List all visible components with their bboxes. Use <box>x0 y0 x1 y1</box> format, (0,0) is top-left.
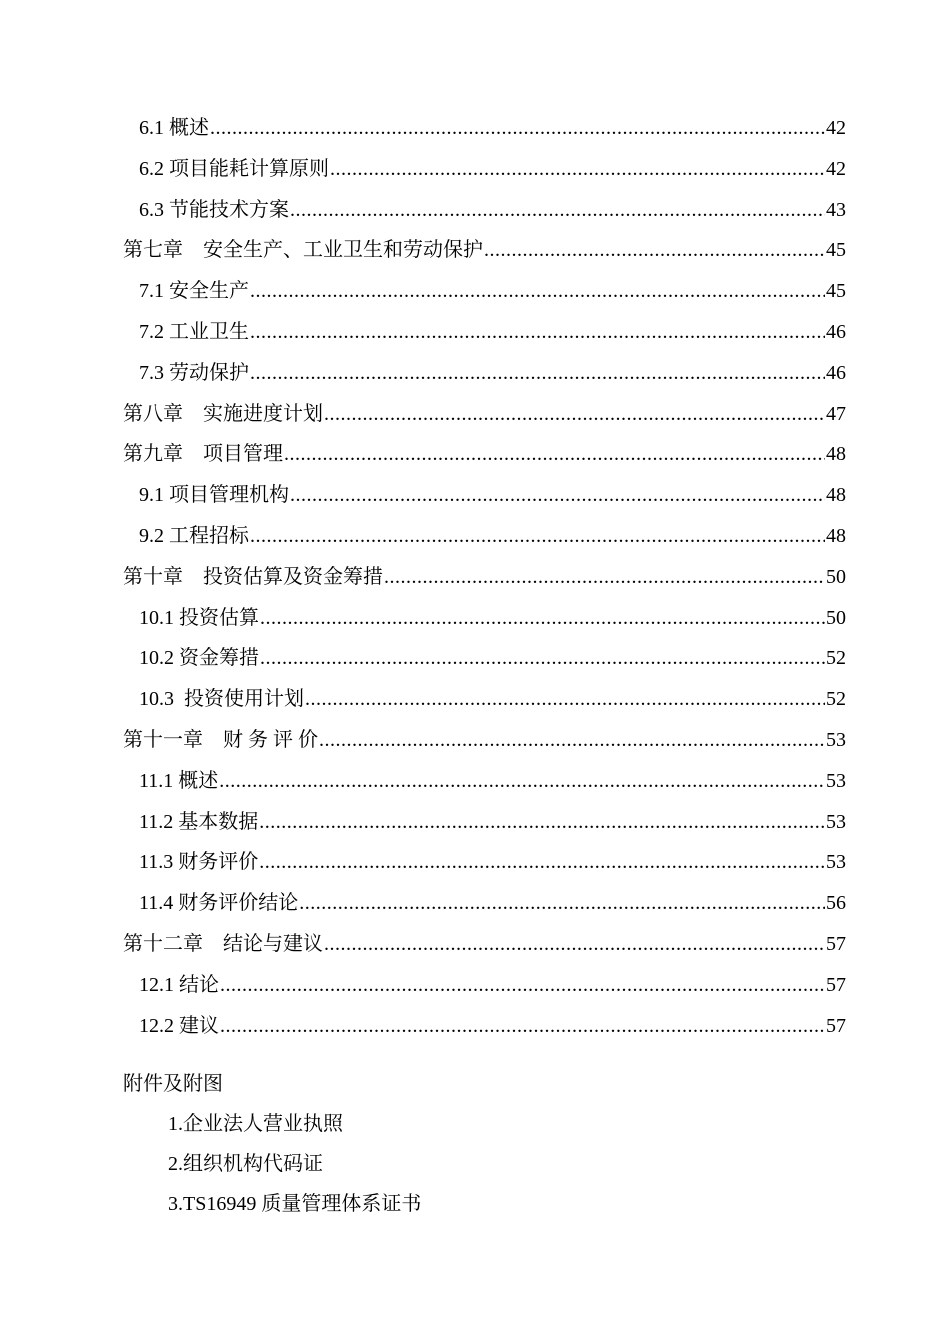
table-of-contents <box>123 108 846 1046</box>
toc-entry-page: 52 <box>826 647 846 670</box>
toc-entry-page: 43 <box>826 198 846 221</box>
toc-leader-dots <box>319 720 825 761</box>
toc-entry-title: 10.3 投资使用计划 <box>139 688 304 711</box>
toc-entry[interactable] <box>123 679 846 720</box>
toc-entry-title: 11.4 财务评价结论 <box>139 892 299 915</box>
toc-leader-dots <box>259 802 825 843</box>
appendix-item: 3.TS16949 质量管理体系证书 <box>168 1193 422 1215</box>
toc-entry-title: 7.2 工业卫生 <box>139 320 249 343</box>
toc-chapter-entry[interactable] <box>123 394 846 435</box>
toc-entry-page: 56 <box>826 892 846 915</box>
toc-leader-dots <box>484 230 825 271</box>
toc-entry-page: 50 <box>826 606 846 629</box>
toc-leader-dots <box>290 190 825 231</box>
toc-entry-page: 50 <box>826 565 846 588</box>
toc-entry[interactable] <box>123 802 846 843</box>
toc-entry-page: 53 <box>826 769 846 792</box>
appendix-item: 2.组织机构代码证 <box>168 1153 323 1175</box>
toc-entry[interactable] <box>123 271 846 312</box>
toc-entry-page: 48 <box>826 484 846 507</box>
toc-entry-title: 11.1 概述 <box>139 769 219 792</box>
appendix-section <box>123 1064 846 1224</box>
toc-entry-title: 12.2 建议 <box>139 1014 219 1037</box>
toc-entry-page: 57 <box>826 932 846 955</box>
toc-entry[interactable] <box>123 149 846 190</box>
toc-entry[interactable] <box>123 312 846 353</box>
toc-leader-dots <box>260 638 825 679</box>
toc-entry-title: 第十二章 结论与建议 <box>123 932 323 955</box>
toc-entry-page: 53 <box>826 810 846 833</box>
toc-entry-title: 11.2 基本数据 <box>139 810 259 833</box>
toc-entry[interactable] <box>123 475 846 516</box>
toc-entry[interactable] <box>123 516 846 557</box>
toc-entry-title: 9.2 工程招标 <box>139 524 249 547</box>
toc-entry[interactable] <box>123 190 846 231</box>
toc-entry-title: 第十章 投资估算及资金筹措 <box>123 565 383 588</box>
toc-leader-dots <box>219 761 825 802</box>
toc-leader-dots <box>250 353 825 394</box>
toc-leader-dots <box>299 883 825 924</box>
toc-leader-dots <box>324 394 825 435</box>
toc-leader-dots <box>384 557 825 598</box>
toc-entry-page: 53 <box>826 851 846 874</box>
toc-leader-dots <box>210 108 825 149</box>
toc-entry[interactable] <box>123 638 846 679</box>
toc-leader-dots <box>290 475 825 516</box>
toc-leader-dots <box>250 312 825 353</box>
toc-entry-page: 57 <box>826 973 846 996</box>
toc-entry[interactable] <box>123 965 846 1006</box>
toc-entry-page: 47 <box>826 402 846 425</box>
toc-entry-title: 9.1 项目管理机构 <box>139 484 289 507</box>
toc-entry-title: 第八章 实施进度计划 <box>123 402 323 425</box>
toc-entry-title: 7.1 安全生产 <box>139 280 249 303</box>
toc-entry[interactable] <box>123 842 846 883</box>
toc-entry-page: 45 <box>826 280 846 303</box>
toc-entry-page: 45 <box>826 239 846 262</box>
toc-entry-page: 46 <box>826 320 846 343</box>
toc-entry-page: 48 <box>826 443 846 466</box>
toc-entry-page: 42 <box>826 117 846 139</box>
toc-leader-dots <box>220 965 825 1006</box>
toc-chapter-entry[interactable] <box>123 924 846 965</box>
toc-entry-title: 11.3 财务评价 <box>139 851 259 874</box>
toc-entry-title: 10.1 投资估算 <box>139 606 259 629</box>
toc-chapter-entry[interactable] <box>123 434 846 475</box>
toc-chapter-entry[interactable] <box>123 230 846 271</box>
toc-chapter-entry[interactable] <box>123 557 846 598</box>
toc-entry-title: 6.2 项目能耗计算原则 <box>139 157 329 180</box>
toc-entry-title: 12.1 结论 <box>139 973 219 996</box>
toc-entry-page: 46 <box>826 361 846 384</box>
toc-entry[interactable] <box>123 598 846 639</box>
toc-entry-title: 第十一章 财 务 评 价 <box>123 728 318 751</box>
toc-entry[interactable] <box>123 883 846 924</box>
toc-leader-dots <box>250 271 825 312</box>
toc-entry-page: 52 <box>826 688 846 711</box>
toc-leader-dots <box>284 434 825 475</box>
toc-leader-dots <box>324 924 825 965</box>
toc-leader-dots <box>305 679 825 720</box>
toc-entry-title: 第九章 项目管理 <box>123 443 283 466</box>
toc-leader-dots <box>330 149 825 190</box>
toc-entry-page: 42 <box>826 157 846 180</box>
toc-leader-dots <box>250 516 825 557</box>
toc-entry-page: 53 <box>826 728 846 751</box>
toc-leader-dots <box>260 598 825 639</box>
toc-entry[interactable] <box>123 761 846 802</box>
appendix-item: 1.企业法人营业执照 <box>168 1113 343 1135</box>
toc-entry[interactable] <box>123 353 846 394</box>
toc-entry-title: 第七章 安全生产、工业卫生和劳动保护 <box>123 239 483 262</box>
toc-leader-dots <box>220 1006 825 1047</box>
toc-chapter-entry[interactable] <box>123 720 846 761</box>
toc-entry-title: 7.3 劳动保护 <box>139 361 249 384</box>
toc-entry[interactable] <box>123 1006 846 1047</box>
toc-entry-page: 57 <box>826 1014 846 1037</box>
appendix-heading: 附件及附图 <box>123 1073 223 1095</box>
toc-leader-dots <box>259 842 825 883</box>
toc-entry-title: 6.1 概述 <box>139 117 209 139</box>
toc-entry-page: 48 <box>826 524 846 547</box>
toc-entry-title: 10.2 资金筹措 <box>139 647 259 670</box>
toc-entry[interactable] <box>123 108 846 149</box>
toc-entry-title: 6.3 节能技术方案 <box>139 198 289 221</box>
